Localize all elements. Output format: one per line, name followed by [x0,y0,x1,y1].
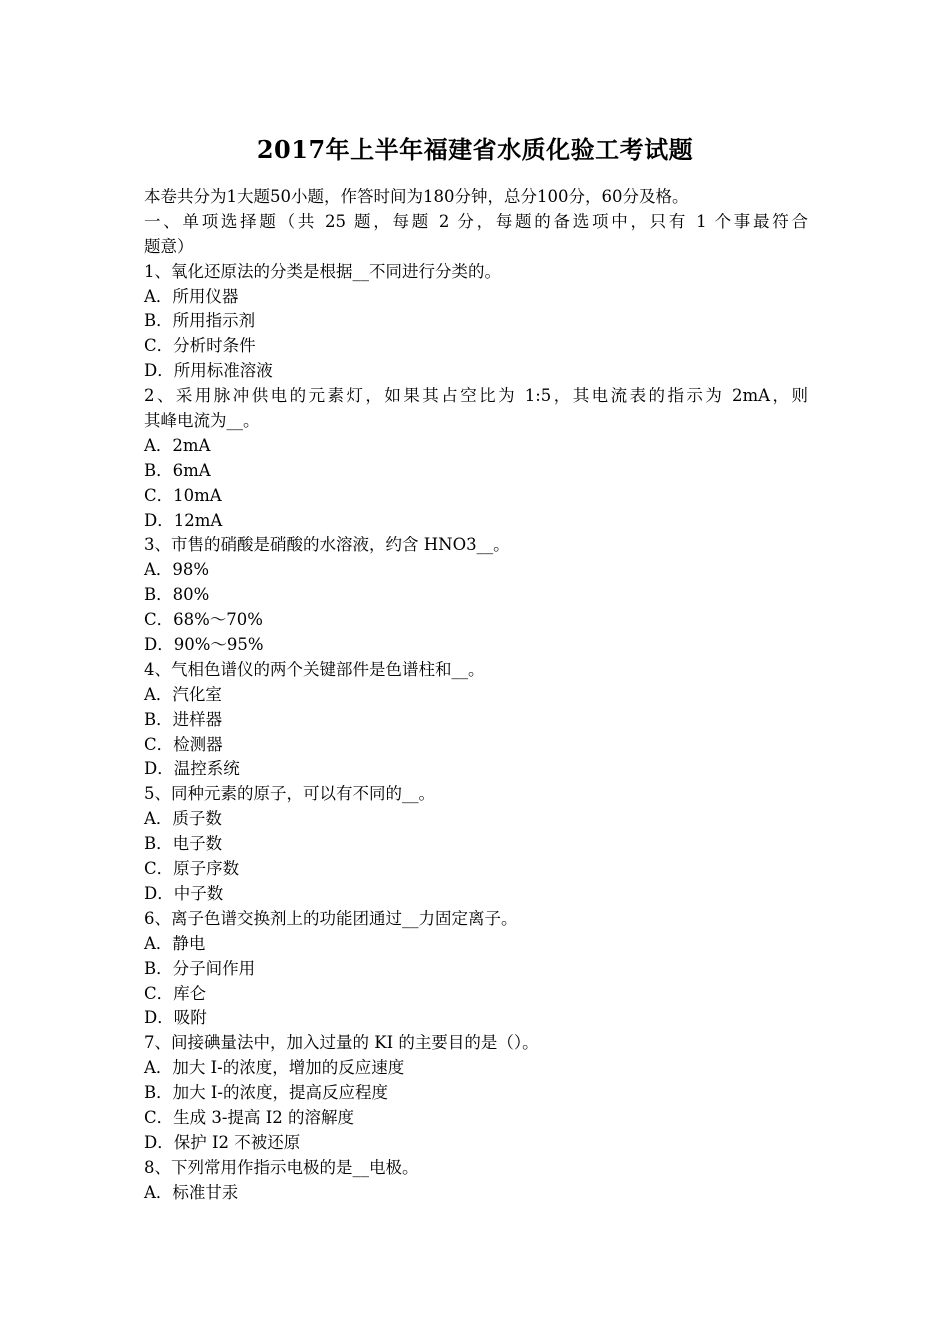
question-1 [144,260,808,384]
answer-option: C．分析时条件 [144,336,256,356]
question-stem: 8、下列常用作指示电极的是__电极。 [144,1157,419,1177]
answer-option: A．质子数 [144,809,222,829]
page-title: 2017年上半年福建省水质化验工考试题 [256,135,694,164]
answer-option: A．静电 [144,933,206,953]
answer-option: B．加大 I-的浓度，提高反应程度 [144,1083,388,1103]
section-heading-line-2: 题意） [144,236,194,256]
question-stem: 4、气相色谱仪的两个关键部件是色谱柱和__。 [144,659,485,679]
answer-option: C．检测器 [144,734,223,754]
answer-option: A．汽化室 [144,684,222,704]
answer-option: D．保护 I2 不被还原 [144,1132,301,1152]
answer-option: C．68%～70% [144,610,263,630]
answer-option: C．10mA [144,485,222,505]
answer-option: D．90%～95% [144,635,264,655]
question-3 [144,533,808,657]
question-list [144,260,808,1206]
question-stem: 6、离子色谱交换剂上的功能团通过__力固定离子。 [144,908,518,928]
answer-option: A．加大 I-的浓度，增加的反应速度 [144,1058,405,1078]
document-body [144,185,808,1206]
answer-option: A．标准甘汞 [144,1182,239,1202]
question-stem: 5、同种元素的原子，可以有不同的__。 [144,784,435,804]
answer-option: B．电子数 [144,834,223,854]
answer-option: B．80% [144,585,210,605]
answer-option: D．温控系统 [144,759,240,779]
question-6 [144,907,808,1031]
exam-intro: 本卷共分为1大题50小题，作答时间为180分钟，总分100分，60分及格。 [144,187,689,206]
answer-option: B．进样器 [144,709,223,729]
answer-option: A．所用仪器 [144,286,239,306]
question-5 [144,782,808,906]
question-8 [144,1156,808,1206]
question-stem: 1、氧化还原法的分类是根据__不同进行分类的。 [144,261,501,281]
answer-option: A．2mA [144,435,211,455]
answer-option: C．原子序数 [144,859,240,879]
question-4 [144,658,808,782]
answer-option: D．所用标准溶液 [144,361,273,381]
question-stem: 2、采用脉冲供电的元素灯，如果其占空比为 1:5，其电流表的指示为 2mA，则 [144,386,808,406]
question-stem: 7、间接碘量法中，加入过量的 KI 的主要目的是（）。 [144,1033,539,1053]
answer-option: A．98% [144,560,210,580]
answer-option: B．分子间作用 [144,958,256,978]
question-stem: 3、市售的硝酸是硝酸的水溶液，约含 HNO3__。 [144,535,510,555]
answer-option: B．所用指示剂 [144,311,256,331]
answer-option: D．吸附 [144,1008,207,1028]
question-7 [144,1031,808,1155]
answer-option: D．12mA [144,510,223,530]
question-stem: 其峰电流为__。 [144,411,260,431]
section-heading-line-1: 一、单项选择题（共 25 题，每题 2 分，每题的备选项中，只有 1 个事最符合 [144,211,808,231]
question-2 [144,384,808,533]
answer-option: B．6mA [144,460,211,480]
answer-option: D．中子数 [144,883,224,903]
answer-option: C．库仑 [144,983,207,1003]
answer-option: C．生成 3-提高 I2 的溶解度 [144,1107,354,1127]
